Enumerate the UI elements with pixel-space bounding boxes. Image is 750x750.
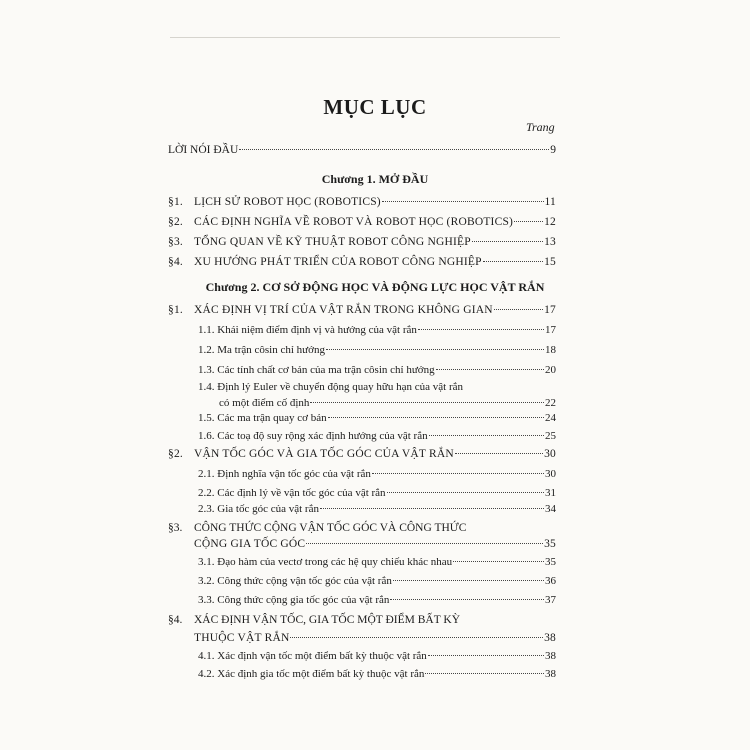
leader-dots <box>387 492 544 493</box>
toc-entry-page: 20 <box>545 364 556 376</box>
toc-entry-page: 9 <box>550 144 556 156</box>
toc-entry-label: VẬN TỐC GÓC VÀ GIA TỐC GÓC CỦA VẬT RẮN <box>194 448 454 460</box>
toc-entry-page: 37 <box>545 594 556 606</box>
page-column-label: Trang <box>526 120 555 134</box>
toc-entry-3-2[interactable] <box>198 575 556 587</box>
toc-entry-label: LỊCH SỬ ROBOT HỌC (ROBOTICS) <box>194 196 381 208</box>
toc-entry-page: 30 <box>544 448 556 460</box>
toc-entry-ch1-s1[interactable] <box>168 196 556 208</box>
leader-dots <box>306 543 543 544</box>
toc-entry-label: 3.3. Công thức cộng gia tốc góc của vật rắn <box>198 594 390 606</box>
section-number: §2. <box>168 448 183 460</box>
toc-title: MỤC LỤC <box>323 95 427 119</box>
toc-entry-label: CÁC ĐỊNH NGHĨA VỀ ROBOT VÀ ROBOT HỌC (ROBOTICS) <box>194 216 514 228</box>
toc-entry-label: THUỘC VẬT RẮN <box>194 632 290 644</box>
toc-entry-page: 38 <box>545 650 556 662</box>
toc-entry-page: 30 <box>545 468 556 480</box>
toc-entry-ch1-s4[interactable] <box>168 256 556 268</box>
toc-entry-label: 1.6. Các toạ độ suy rộng xác định hướng của vật rắn <box>198 430 428 442</box>
leader-dots <box>372 473 544 474</box>
leader-dots <box>425 673 544 674</box>
leader-dots <box>453 561 544 562</box>
toc-entry-label: CỘNG GIA TỐC GÓC <box>194 538 306 550</box>
leader-dots <box>428 655 544 656</box>
toc-entry-label: 1.2. Ma trận côsin chỉ hướng <box>198 344 325 356</box>
toc-entry-page: 34 <box>545 503 556 515</box>
toc-entry-label: 2.3. Gia tốc góc của vật rắn <box>198 503 319 515</box>
toc-entry-label: 1.1. Khái niệm điểm định vị và hướng của vật rắn <box>198 324 417 336</box>
section-number: §2. <box>168 216 183 228</box>
toc-entry-3-3[interactable] <box>198 594 556 606</box>
toc-entry-page: 17 <box>544 304 556 316</box>
toc-entry-1-4[interactable] <box>219 397 556 409</box>
toc-entry-page: 11 <box>544 196 556 208</box>
chapter-1-heading: Chương 1. MỞ ĐẦU <box>321 172 429 186</box>
toc-entry-label: LỜI NÓI ĐẦU <box>168 144 239 156</box>
toc-entry-page: 36 <box>545 575 556 587</box>
toc-entry-page: 12 <box>544 216 556 228</box>
toc-entry-label: 3.2. Công thức cộng vận tốc góc của vật rắn <box>198 575 392 587</box>
toc-entry-preface[interactable] <box>168 144 556 156</box>
toc-entry-2-2[interactable] <box>198 487 556 499</box>
toc-entry-page: 31 <box>545 487 556 499</box>
leader-dots <box>418 329 544 330</box>
toc-entry-ch2-s4-line1[interactable] <box>168 614 460 626</box>
toc-entry-page: 22 <box>545 397 556 409</box>
leader-dots <box>393 580 544 581</box>
leader-dots <box>320 508 544 509</box>
toc-entry-1-4-line1[interactable]: 1.4. Định lý Euler về chuyển động quay hữu hạn của vật rắn <box>198 381 463 393</box>
toc-entry-label: XÁC ĐỊNH VỊ TRÍ CỦA VẬT RẮN TRONG KHÔNG GIAN <box>194 304 493 316</box>
toc-entry-ch2-s3[interactable] <box>194 538 556 550</box>
toc-entry-page: 25 <box>545 430 556 442</box>
toc-entry-ch1-s2[interactable] <box>168 216 556 228</box>
leader-dots <box>326 349 544 350</box>
section-number: §4. <box>168 614 183 626</box>
section-number: §4. <box>168 256 183 268</box>
toc-entry-1-5[interactable] <box>198 412 556 424</box>
toc-entry-label: CÔNG THỨC CỘNG VẬN TỐC GÓC VÀ CÔNG THỨC <box>194 522 467 534</box>
toc-entry-page: 17 <box>545 324 556 336</box>
leader-dots <box>455 453 543 454</box>
leader-dots <box>436 369 544 370</box>
toc-entry-1-2[interactable] <box>198 344 556 356</box>
toc-entry-ch2-s1[interactable] <box>168 304 556 316</box>
leader-dots <box>239 149 549 150</box>
toc-entry-label: 4.1. Xác định vận tốc một điểm bất kỳ thuộc vật rắn <box>198 650 427 662</box>
leader-dots <box>390 599 544 600</box>
leader-dots <box>514 221 543 222</box>
leader-dots <box>382 201 544 202</box>
toc-entry-page: 18 <box>545 344 556 356</box>
leader-dots <box>494 309 543 310</box>
toc-entry-label: XÁC ĐỊNH VẬN TỐC, GIA TỐC MỘT ĐIỂM BẤT KỲ <box>194 614 461 626</box>
toc-entry-4-2[interactable] <box>198 668 556 680</box>
chapter-2-heading: Chương 2. CƠ SỞ ĐỘNG HỌC VÀ ĐỘNG LỰC HỌC VẬT RẮN <box>205 280 545 294</box>
toc-entry-1-1[interactable] <box>198 324 556 336</box>
toc-entry-ch2-s4[interactable] <box>194 632 556 644</box>
toc-entry-ch2-s3-line1[interactable] <box>168 522 466 534</box>
leader-dots <box>483 261 543 262</box>
toc-entry-label: TỔNG QUAN VỀ KỸ THUẬT ROBOT CÔNG NGHIỆP <box>194 236 471 248</box>
toc-entry-page: 15 <box>544 256 556 268</box>
section-number: §3. <box>168 236 183 248</box>
toc-entry-2-3[interactable] <box>198 503 556 515</box>
toc-entry-ch2-s2[interactable] <box>168 448 556 460</box>
leader-dots <box>472 241 543 242</box>
toc-entry-page: 24 <box>545 412 556 424</box>
toc-entry-2-1[interactable] <box>198 468 556 480</box>
toc-entry-page: 38 <box>544 632 556 644</box>
toc-entry-label: có một điểm cố định <box>219 397 310 409</box>
toc-entry-label: 3.1. Đạo hàm của vectơ trong các hệ quy chiếu khác nhau <box>198 556 453 568</box>
leader-dots <box>429 435 544 436</box>
toc-entry-label: 1.3. Các tính chất cơ bản của ma trận côsin chỉ hướng <box>198 364 435 376</box>
section-number: §1. <box>168 304 183 316</box>
toc-entry-label: XU HƯỚNG PHÁT TRIỂN CỦA ROBOT CÔNG NGHIỆP <box>194 256 482 268</box>
toc-entry-label: 1.5. Các ma trận quay cơ bản <box>198 412 327 424</box>
toc-entry-page: 35 <box>544 538 556 550</box>
toc-entry-label: 4.2. Xác định gia tốc một điểm bất kỳ thuộc vật rắn <box>198 668 425 680</box>
section-number: §1. <box>168 196 183 208</box>
toc-entry-ch1-s3[interactable] <box>168 236 556 248</box>
leader-dots <box>328 417 544 418</box>
toc-entry-1-6[interactable] <box>198 430 556 442</box>
toc-entry-4-1[interactable] <box>198 650 556 662</box>
toc-entry-page: 13 <box>544 236 556 248</box>
toc-entry-1-3[interactable] <box>198 364 556 376</box>
leader-dots <box>310 402 544 403</box>
toc-entry-label: 2.1. Định nghĩa vận tốc góc của vật rắn <box>198 468 371 480</box>
toc-entry-page: 35 <box>545 556 556 568</box>
toc-entry-3-1[interactable] <box>198 556 556 568</box>
toc-entry-page: 38 <box>545 668 556 680</box>
toc-entry-label: 2.2. Các định lý về vận tốc góc của vật rắn <box>198 487 386 499</box>
leader-dots <box>290 637 543 638</box>
section-number: §3. <box>168 522 183 534</box>
